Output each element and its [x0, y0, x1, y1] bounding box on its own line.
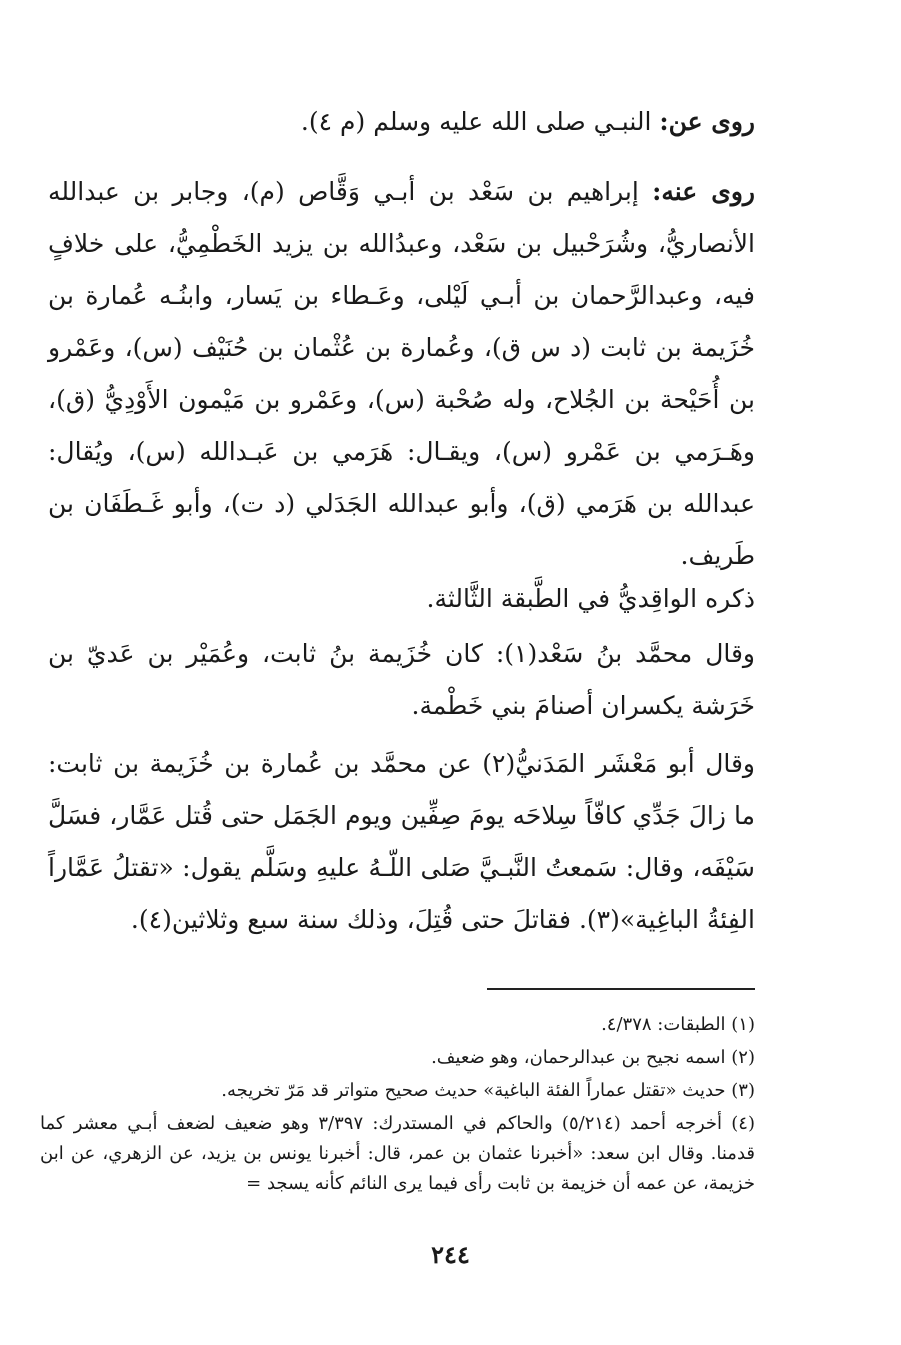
- paragraph-waqidi: [48, 573, 755, 625]
- paragraph-text: النبـي صلى الله عليه وسلم (م ٤).: [300, 107, 660, 136]
- paragraph-label: روى عن:: [659, 107, 755, 136]
- paragraph-text: إبراهيم بن سَعْد بن أبـي وَقَّاص (م)، وجابر بن عبدالله الأنصاريُّ، وشُرَحْبيل بن سَعْد، وعبدُالله بن يزيد الخَطْمِيُّ، على خلافٍ فيه، وعبدالرَّحمان بن أبـي لَيْلى، وعَـطاء بن يَسار، وابنُـه عُمارة بن خُزَيمة بن ثابت (د س ق)، وعُمارة بن عُثْمان بن حُنَيْف (س)، وعَمْرو بن أُحَيْحة بن الجُلاح، وله صُحْبة (س)، وعَمْرو بن مَيْمون الأَوْدِيُّ (ق)، وهَـرَمي بن عَمْرو (س)، ويقـال: هَرَمي بن عَبـدالله (س)، ويُقال: عبدالله بن هَرَمي (ق)، وأبو عبدالله الجَدَلي (د ت)، وأبو غَـطَفَان بن طَريف.: [48, 177, 755, 570]
- paragraph-narrated-from: [48, 96, 755, 148]
- paragraph-text: ذكره الواقِديُّ في الطَّبقة الثَّالثة.: [426, 584, 755, 613]
- footnote-2: (٢) اسمه نجيح بن عبدالرحمان، وهو ضعيف.: [431, 1047, 755, 1068]
- page-number: ٢٤٤: [431, 1240, 470, 1269]
- footnotes: [40, 1010, 755, 1202]
- paragraph-narrators: [48, 166, 755, 582]
- footnote-4: (٤) أخرجه أحمد (٥/٢١٤) والحاكم في المستدرك: ٣/٣٩٧ وهو ضعيف لضعف أبـي معشر كما قدمنا. وقال ابن سعد: «أخبرنا عثمان بن عمر، قال: أخبرنا يونس بن يزيد، عن الزهري، عن ابن خزيمة، عن عمه أن خزيمة بن ثابت رأى فيما يرى النائم كأنه يسجد =: [40, 1113, 755, 1194]
- footnote-divider: [487, 988, 755, 990]
- paragraph-abu-mashar: [48, 738, 755, 946]
- footnote-1: (١) الطبقات: ٤/٣٧٨.: [601, 1014, 755, 1035]
- footnote-3: (٣) حديث «تقتل عماراً الفئة الباغية» حديث صحيح متواتر قد مَرّ تخريجه.: [221, 1080, 755, 1101]
- paragraph-text: وقال محمَّد بنُ سَعْد(١): كان خُزَيمة بنُ ثابت، وعُمَيْر بن عَديّ بن خَرَشة يكسران أصنامَ بني خَطْمة.: [48, 639, 756, 720]
- paragraph-ibn-sad: [48, 628, 755, 732]
- paragraph-text: وقال أبو مَعْشَر المَدَنيُّ(٢) عن محمَّد بن عُمارة بن خُزَيمة بن ثابت: ما زالَ جَدِّي كافّاً سِلاحَه يومَ صِفِّين ويوم الجَمَل حتى قُتل عَمَّار، فسَلَّ سَيْفَه، وقال: سَمعتُ النَّبـيَّ صَلى اللّـهُ عليهِ وسَلَّم يقول: «تقتلُ عَمَّاراً الفِئةُ الباغِية»(٣). فقاتلَ حتى قُتِلَ، وذلك سنة سبع وثلاثين(٤).: [48, 749, 756, 934]
- paragraph-label: روى عنه:: [652, 177, 756, 206]
